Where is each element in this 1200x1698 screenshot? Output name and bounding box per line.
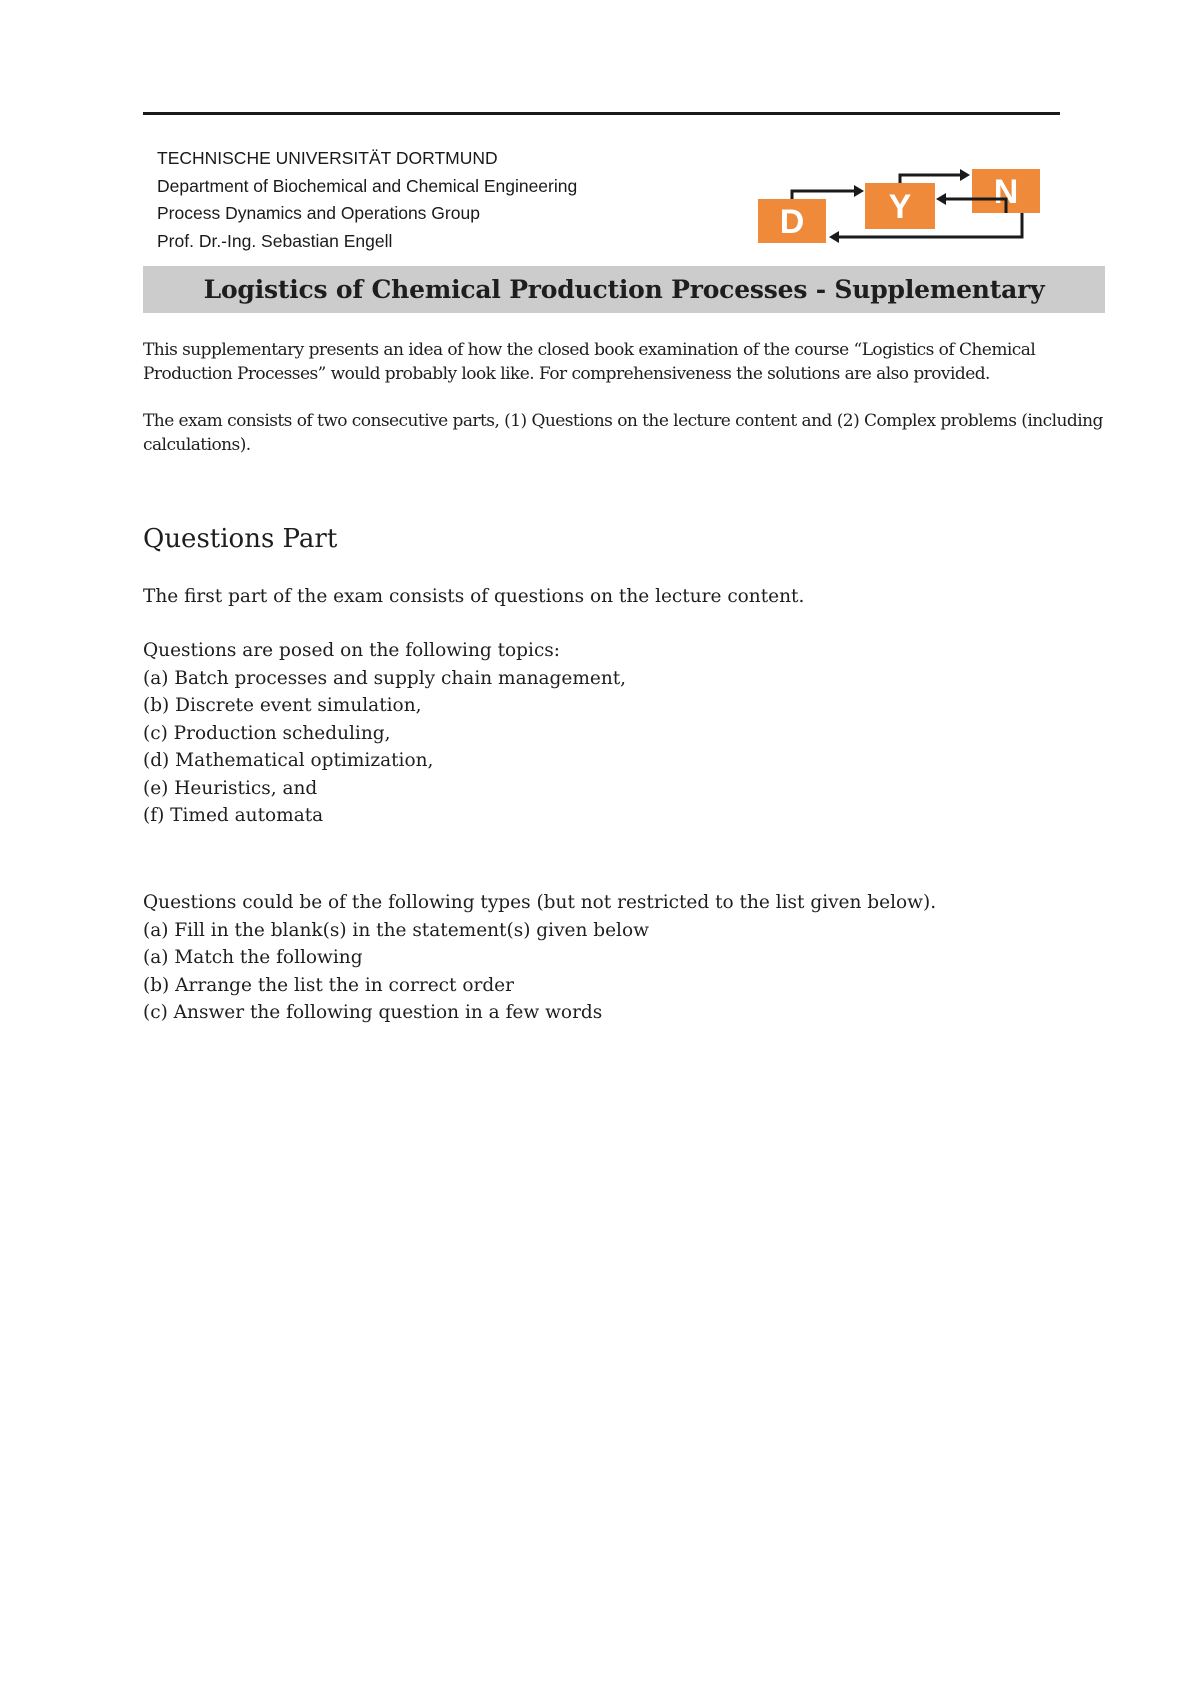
type-item: (b) Arrange the list the in correct order — [143, 974, 514, 996]
logo-letter-d: D — [779, 203, 805, 241]
topic-item: (e) Heuristics, and — [143, 777, 318, 799]
title-band — [143, 266, 1105, 313]
type-item: (a) Match the following — [143, 947, 363, 968]
topic-item: (a) Batch processes and supply chain management, — [143, 667, 627, 689]
institution-header — [157, 145, 577, 255]
university-name: TECHNISCHE UNIVERSITÄT DORTMUND — [157, 148, 498, 168]
arrow-y-to-n — [900, 175, 964, 183]
topic-item: (d) Mathematical optimization, — [143, 750, 434, 771]
top-rule — [143, 112, 1060, 115]
department-name: Department of Biochemical and Chemical Engineering — [157, 175, 578, 196]
section-heading-questions-part: Questions Part — [143, 524, 338, 554]
arrowhead-n-to-d — [829, 231, 839, 243]
topic-item: (b) Discrete event simulation, — [143, 695, 422, 716]
document-title: Logistics of Chemical Production Processes - Supplementary — [203, 275, 1045, 304]
arrow-d-to-y — [792, 191, 858, 199]
dyn-logo — [750, 165, 1040, 250]
topic-item: (c) Production scheduling, — [143, 722, 391, 744]
logo-letter-n: N — [993, 173, 1019, 211]
professor-name: Prof. Dr.-Ing. Sebastian Engell — [157, 230, 393, 251]
logo-letter-y: Y — [888, 188, 912, 226]
intro-paragraph-1: This supplementary presents an idea of how the closed book examination of the course “Logistics of Chemical Production Processes” would probably look like. For comprehensiveness the solutions are also provided. — [143, 340, 1036, 384]
arrowhead-y-to-n — [960, 169, 970, 181]
group-name: Process Dynamics and Operations Group — [157, 203, 480, 223]
type-item: (a) Fill in the blank(s) in the statement(s) given below — [143, 919, 649, 941]
arrowhead-n-to-y — [936, 193, 946, 205]
topic-item: (f) Timed automata — [143, 805, 324, 826]
first-part-description: The first part of the exam consists of questions on the lecture content. — [143, 586, 805, 607]
topics-intro: Questions are posed on the following topics: — [143, 640, 561, 661]
question-types-list — [143, 889, 936, 1027]
topics-list — [143, 637, 626, 830]
types-intro: Questions could be of the following types (but not restricted to the list given below). — [143, 892, 937, 913]
intro-paragraph-2: The exam consists of two consecutive parts, (1) Questions on the lecture content and (2) Complex problems (including calculations). — [143, 411, 1103, 455]
type-item: (c) Answer the following question in a few words — [143, 1002, 603, 1023]
arrowhead-d-to-y — [854, 185, 864, 197]
